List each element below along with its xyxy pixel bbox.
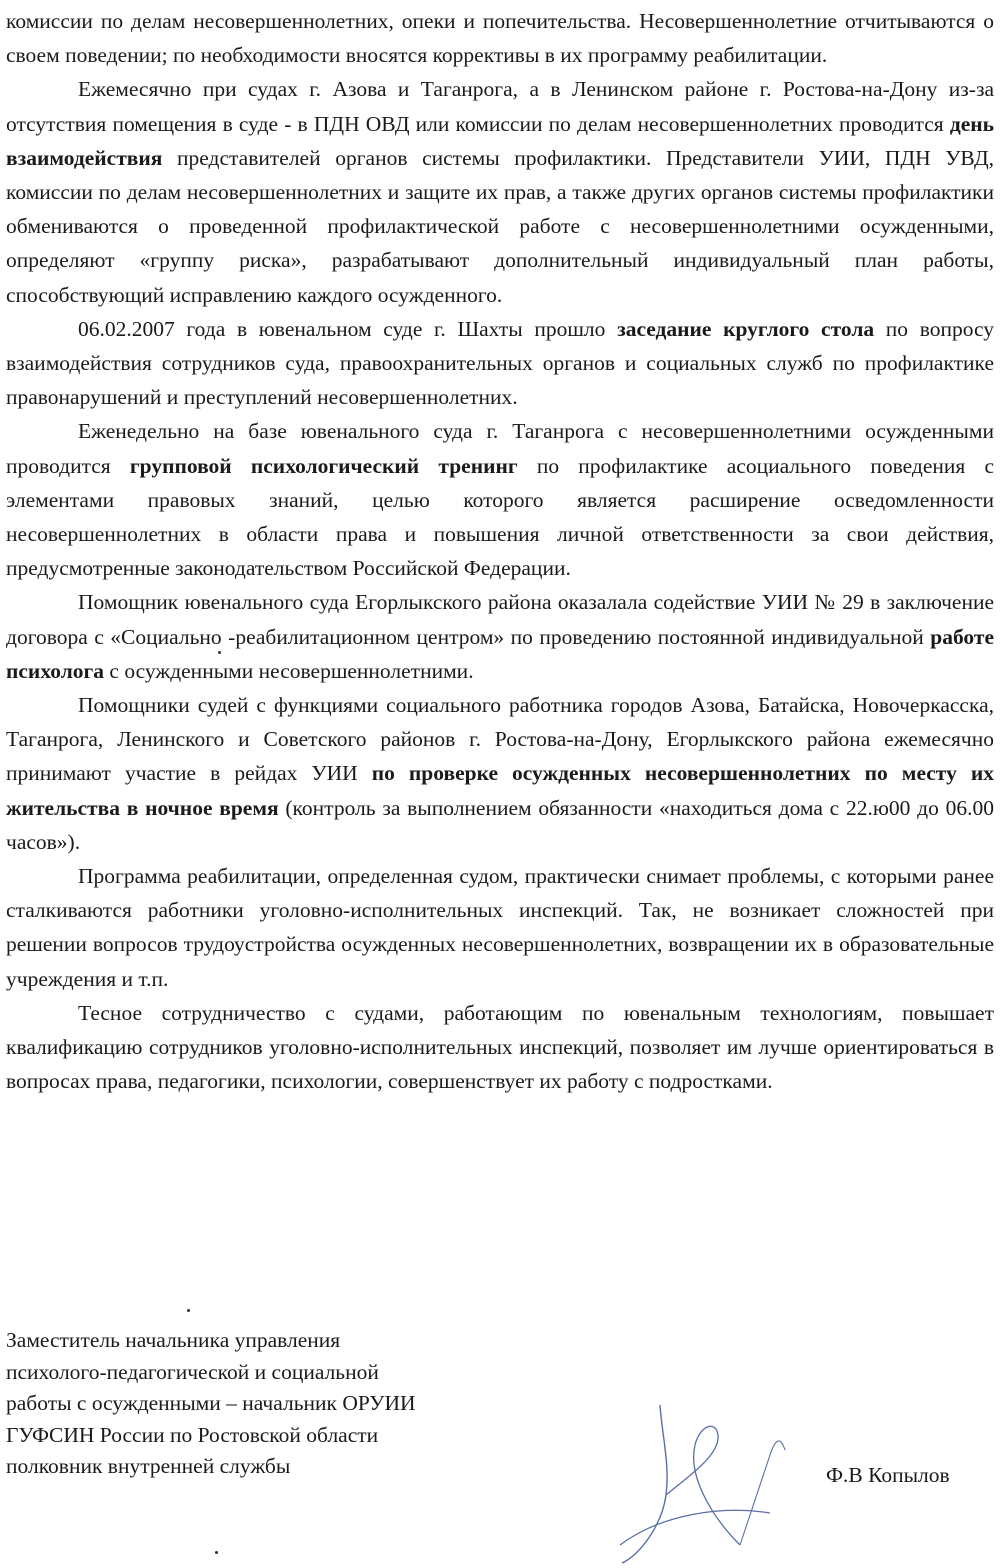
paragraph xyxy=(6,859,994,996)
paragraph xyxy=(6,996,994,1099)
text-run: по профилактике асоциального поведения с элементами правовых знаний, целью которого является расширение осведомленности несовершеннолетних в области права и повышения личной ответственности за свои действия, предусмотренные законодательством Российской Федерации. xyxy=(6,453,995,581)
signature-line: психолого-педагогической и социальной xyxy=(6,1359,379,1384)
paragraph xyxy=(6,688,994,859)
scan-speck xyxy=(187,1309,190,1312)
paragraph xyxy=(6,312,994,415)
text-run: Программа реабилитации, определенная судом, практически снимает проблемы, с которыми ранее сталкиваются работники уголовно-исполнительных инспекций. Так, не возникает сложностей при решении вопросов трудоустройства осужденных несовершеннолетних, возвращении их в образовательные учреждения и т.п. xyxy=(6,864,994,991)
bold-phrase: работе психолога xyxy=(6,624,994,683)
text-run: Ежемесячно при судах г. Азова и Таганрога, а в Ленинском районе г. Ростова-на-Дону из-за отсутствия помещения в суде - в ПДН ОВД или комиссии по делам несовершеннолетних проводится xyxy=(6,77,994,136)
bold-phrase: заседание круглого стола xyxy=(617,316,875,341)
signature-line: ГУФСИН России по Ростовской области xyxy=(6,1422,379,1447)
paragraph xyxy=(6,4,994,72)
scan-speck xyxy=(215,1551,218,1554)
signature-block xyxy=(6,1325,566,1483)
handwritten-signature xyxy=(600,1395,840,1568)
text-run: Помощник ювенального суда Егорлыкского района оказалала содействие УИИ № 29 в заключение договора с «Социально -реабилитационном центром» по проведению постоянной индивидуальной xyxy=(6,590,994,649)
text-run: 06.02.2007 года в ювенальном суде г. Шахты прошло xyxy=(78,316,618,341)
scan-speck xyxy=(218,651,221,654)
paragraph xyxy=(6,585,994,688)
text-run: (контроль за выполнением обязанности «находиться дома с 22.ю00 до 06.00 часов»). xyxy=(6,795,994,854)
text-run: комиссии по делам несовершеннолетних, опеки и попечительства. Несовершеннолетние отчитываются о своем поведении; по необходимости вносятся коррективы в их программу реабилитации. xyxy=(6,9,994,68)
text-run: Помощники судей с функциями социального работника городов Азова, Батайска, Новочеркасска, Таганрога, Ленинского и Советского районов г. Ростова-на-Дону, Егорлыкского района ежемесячно принимают участие в рейдах УИИ xyxy=(6,693,994,786)
signature-line: работы с осужденными – начальник ОРУИИ xyxy=(6,1391,416,1415)
bold-phrase: по проверке осужденных несовершеннолетних по месту их жительства в ночное время xyxy=(6,761,994,820)
document-body xyxy=(6,4,994,1099)
signature-line: Заместитель начальника управления xyxy=(6,1328,341,1352)
signer-name: Ф.В Копылов xyxy=(826,1463,950,1487)
signature-line: полковник внутренней службы xyxy=(6,1454,291,1478)
paragraph xyxy=(6,414,994,585)
text-run: Еженедельно на базе ювенального суда г. Таганрога с несовершеннолетними осужденными проводится xyxy=(6,419,994,478)
text-run: по вопросу взаимодействия сотрудников суда, правоохранительных органов и социальных служб по профилактике правонарушений и преступлений несовершеннолетних. xyxy=(6,316,994,410)
paragraph xyxy=(6,72,994,311)
bold-phrase: групповой психологический тренинг xyxy=(129,453,518,478)
text-run: с осужденными несовершеннолетними. xyxy=(104,658,474,683)
bold-phrase: день взаимодействия xyxy=(6,111,994,170)
text-run: Тесное сотрудничество с судами, работающим по ювенальным технологиям, повышает квалификацию сотрудников уголовно-исполнительных инспекций, позволяет им лучше ориентироваться в вопросах права, педагогики, психологии, совершенствует их работу с подростками. xyxy=(6,1000,994,1094)
text-run: представителей органов системы профилактики. Представители УИИ, ПДН УВД, комиссии по делам несовершеннолетних и защите их прав, а также других органов системы профилактики обмениваются о проведенной профилактической работе с несовершеннолетними осужденными, определяют «группу риска», разрабатывают дополнительный индивидуальный план работы, способствующий исправлению каждого осужденного. xyxy=(6,145,994,307)
